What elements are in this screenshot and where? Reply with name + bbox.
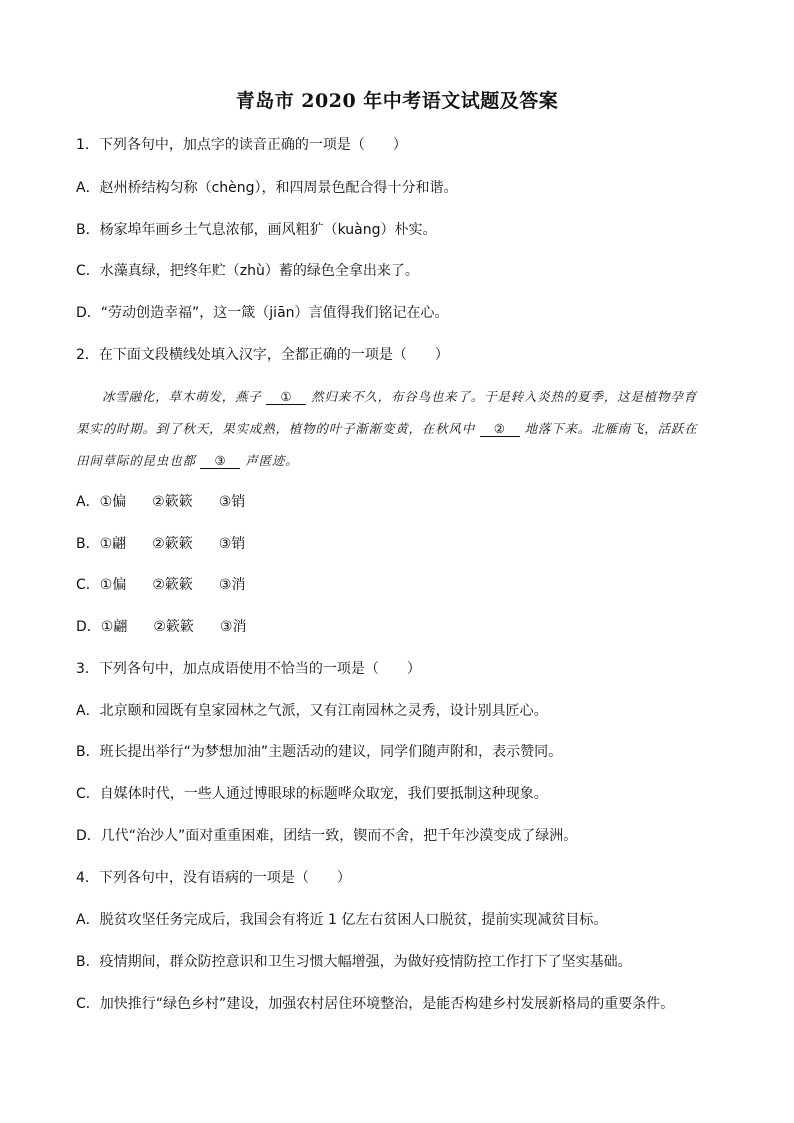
choice-2: ②簌簌 (153, 619, 194, 635)
choice-1: ①偏 (99, 494, 127, 510)
choice-3: ③销 (218, 494, 246, 510)
option-letter: B． (76, 536, 100, 552)
passage-text: 田间草际的昆虫也都 (76, 453, 196, 468)
question-3-option-a: A．北京颐和园既有皇家园林之气派，又有江南园林之灵秀，设计别具匠心。 (76, 703, 548, 719)
question-1-option-b: B．杨家埠年画乡土气息浓郁，画风粗犷（kuàng）朴实。 (76, 222, 437, 238)
passage-line-1 (76, 387, 744, 405)
question-1-option-d: D．“劳动创造幸福”，这一箴（jiān）言值得我们铭记在心。 (76, 305, 449, 321)
fill-blank-3: ③ (200, 454, 240, 469)
fill-blank-2: ② (480, 422, 520, 437)
question-1-option-a: A．赵州桥结构匀称（chèng），和四周景色配合得十分和谐。 (76, 180, 458, 196)
question-3-option-b: B．班长提出举行“为梦想加油”主题活动的建议，同学们随声附和，表示赞同。 (76, 744, 563, 760)
choice-3: ③消 (218, 577, 246, 593)
choice-1: ①偏 (99, 577, 127, 593)
option-letter: D． (76, 619, 101, 635)
question-2-stem: 2．在下面文段横线处填入汉字，全都正确的一项是（ ） (76, 347, 449, 363)
question-3-option-c: C．自媒体时代，一些人通过博眼球的标题哗众取宠，我们要抵制这种现象。 (76, 786, 548, 802)
option-letter: A． (76, 494, 100, 510)
passage-line-2 (76, 419, 718, 437)
question-2-option-d (76, 616, 246, 636)
question-4-stem: 4．下列各句中，没有语病的一项是（ ） (76, 870, 351, 886)
question-2-option-a (76, 491, 245, 511)
question-2-option-b (76, 533, 245, 553)
question-3-option-d: D．几代“治沙人”面对重重困难，团结一致，锲而不舍，把千年沙漠变成了绿洲。 (76, 828, 578, 844)
choice-3: ③销 (218, 536, 246, 552)
question-4-option-b: B．疫情期间，群众防控意识和卫生习惯大幅增强，为做好疫情防控工作打下了坚实基础。 (76, 954, 632, 970)
passage-text: 果实的时期。到了秋天，果实成熟，植物的叶子渐渐变黄，在秋风中 (76, 421, 476, 436)
passage-line-3 (76, 451, 718, 469)
passage-text: 声匿迹。 (245, 453, 299, 468)
question-3-stem: 3．下列各句中，加点成语使用不恰当的一项是（ ） (76, 661, 421, 677)
document-title: 青岛市 2020 年中考语文试题及答案 (235, 90, 559, 112)
choice-2: ②簌簌 (152, 577, 193, 593)
choice-3: ③消 (219, 619, 247, 635)
choice-1: ①翩 (99, 536, 127, 552)
question-1-stem: 1．下列各句中，加点字的读音正确的一项是（ ） (76, 137, 407, 153)
question-4-option-a: A．脱贫攻坚任务完成后，我国会有将近 1 亿左右贫困人口脱贫，提前实现减贫目标。 (76, 912, 608, 928)
passage-text: 地落下来。北雁南飞，活跃在 (524, 421, 698, 436)
fill-blank-1: ① (266, 390, 306, 405)
question-2-option-c (76, 574, 245, 594)
choice-1: ①翩 (100, 619, 128, 635)
question-4-option-c: C．加快推行“绿色乡村”建设，加强农村居住环境整治，是能否构建乡村发展新格局的重要条件。 (76, 996, 675, 1012)
passage-text: 然归来不久，布谷鸟也来了。于是转入炎热的夏季，这是植物孕育 (311, 389, 697, 404)
question-1-option-c: C．水藻真绿，把终年贮（zhù）蓄的绿色全拿出来了。 (76, 263, 419, 279)
choice-2: ②簌簌 (152, 536, 193, 552)
choice-2: ②簌簌 (152, 494, 193, 510)
passage-text: 冰雪融化，草木萌发，燕子 (102, 389, 262, 404)
option-letter: C． (76, 577, 100, 593)
